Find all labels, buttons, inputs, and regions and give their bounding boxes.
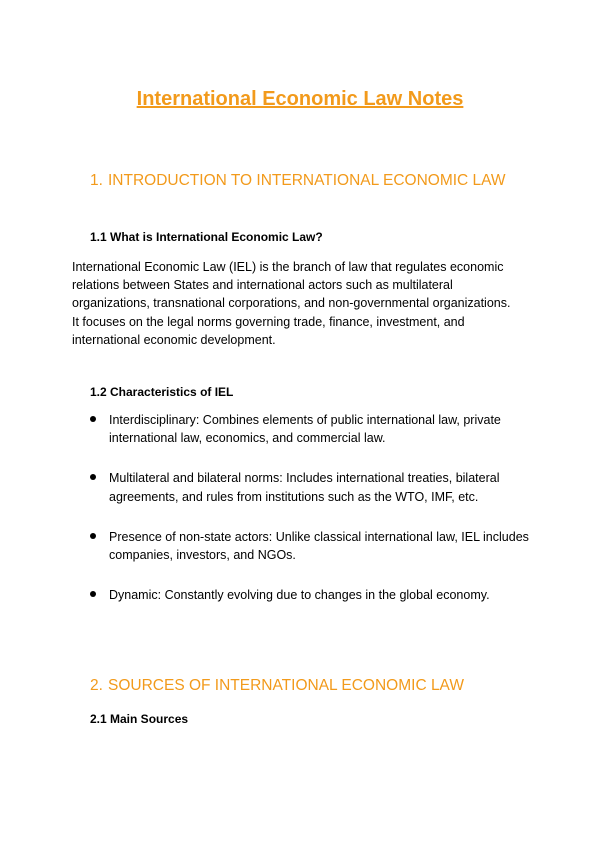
subsection-1-1-paragraph: International Economic Law (IEL) is the branch of law that regulates economic relations between States and international actors such as multilateral organizations, transnational corporations, and non-governmental organizations. It focuses on the legal norms governing trade, finance, investment, and international economic development.	[72, 260, 511, 347]
document-title: International Economic Law Notes	[136, 88, 464, 110]
section-2-number: 2.	[90, 677, 103, 694]
list-item	[90, 586, 530, 604]
list-item-text: Multilateral and bilateral norms: Includes international treaties, bilateral agreements, and rules from institutions such as the WTO, IMF, etc.	[109, 471, 500, 504]
list-item	[90, 411, 530, 447]
list-item-text: Presence of non-state actors: Unlike classical international law, IEL includes companies, investors, and NGOs.	[109, 529, 529, 563]
bullet-icon	[90, 474, 96, 480]
section-2-heading	[90, 676, 530, 696]
subsection-1-2-heading: 1.2 Characteristics of IEL	[90, 385, 234, 399]
bullet-icon	[90, 591, 96, 597]
subsection-1-1-heading: 1.1 What is International Economic Law?	[90, 230, 323, 244]
section-1-number: 1.	[90, 172, 103, 189]
list-item-text: Interdisciplinary: Combines elements of public international law, private international law, economics, and commercial law.	[109, 413, 501, 446]
list-item-text: Dynamic: Constantly evolving due to changes in the global economy.	[109, 588, 490, 603]
bullet-icon	[90, 533, 96, 539]
section-1-heading	[90, 171, 530, 191]
list-item	[90, 528, 530, 564]
section-1-title: INTRODUCTION TO INTERNATIONAL ECONOMIC LAW	[108, 172, 506, 189]
section-2-title: SOURCES OF INTERNATIONAL ECONOMIC LAW	[108, 677, 464, 694]
characteristics-list	[90, 411, 530, 626]
list-item	[90, 469, 530, 505]
bullet-icon	[90, 416, 96, 422]
subsection-2-1-heading: 2.1 Main Sources	[90, 712, 189, 726]
